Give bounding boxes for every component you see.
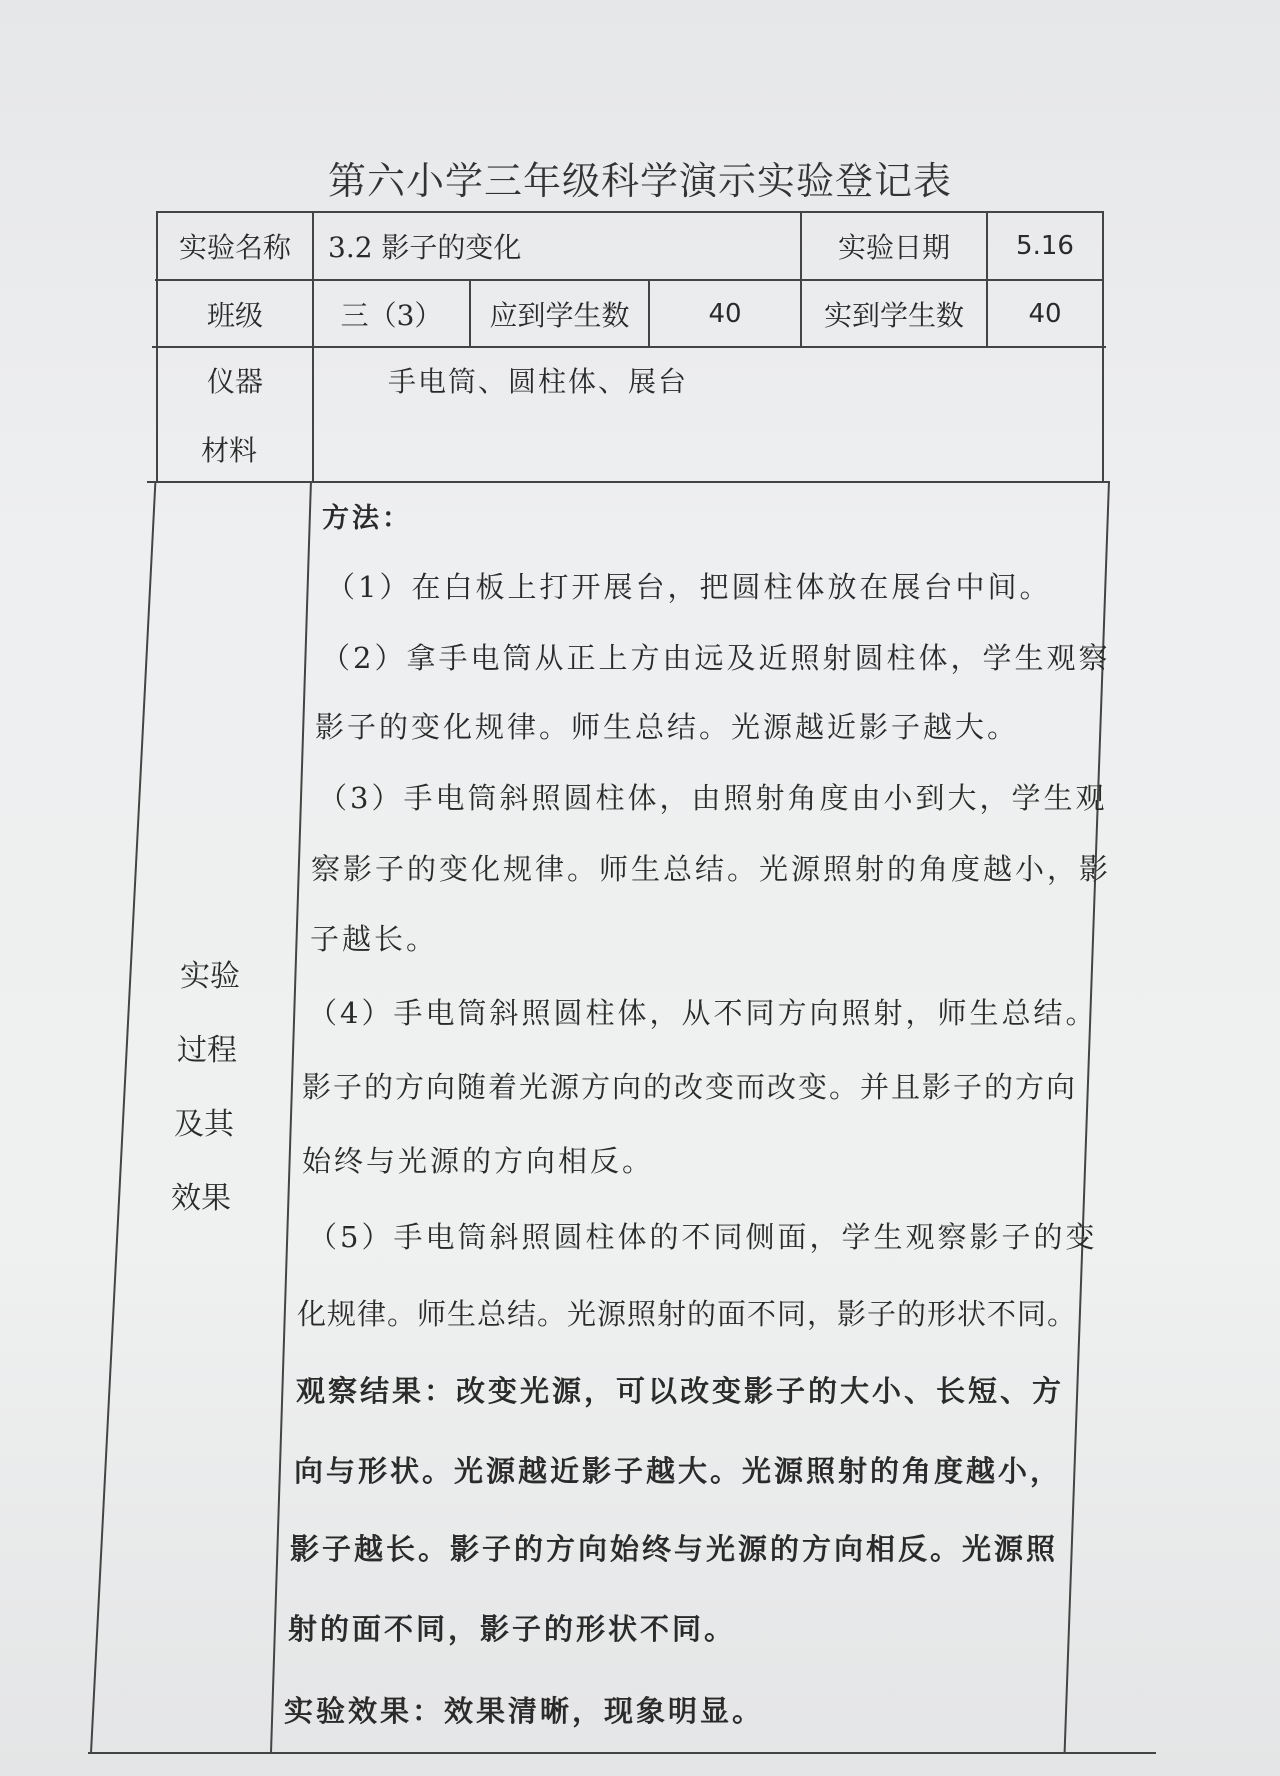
step-4-line-2: 影子的方向随着光源方向的改变而改变。并且影子的方向 bbox=[302, 1070, 1078, 1104]
observation-line-4: 射的面不同，影子的形状不同。 bbox=[288, 1612, 737, 1646]
observation-line-2: 向与形状。光源越近影子越大。光源照射的角度越小， bbox=[294, 1454, 1063, 1488]
equipment-label-line2: 材料 bbox=[200, 434, 257, 467]
process-label-line3: 及其 bbox=[174, 1107, 234, 1142]
actual-students-label: 实到学生数 bbox=[823, 298, 964, 332]
step-2-line-1: （2）拿手电筒从正上方由远及近照射圆柱体，学生观察 bbox=[321, 641, 1111, 675]
experiment-name-value: 3.2 影子的变化 bbox=[328, 231, 522, 264]
step-5-line-1: （5）手电筒斜照圆柱体的不同侧面，学生观察影子的变 bbox=[308, 1220, 1098, 1254]
table-border-left-lower bbox=[90, 481, 156, 1753]
expected-students-value: 40 bbox=[708, 298, 742, 329]
class-label: 班级 bbox=[206, 298, 263, 332]
label-column-divider bbox=[312, 211, 314, 481]
experiment-date-value: 5.16 bbox=[1016, 231, 1074, 261]
class-value: 三（3） bbox=[340, 298, 443, 332]
step-2-line-2: 影子的变化规律。师生总结。光源越近影子越大。 bbox=[315, 710, 1020, 744]
observation-line-1: 观察结果：改变光源，可以改变影子的大小、长短、方 bbox=[296, 1374, 1065, 1408]
step-3-line-3: 子越长。 bbox=[310, 922, 439, 956]
step-4-line-1: （4）手电筒斜照圆柱体，从不同方向照射，师生总结。 bbox=[308, 996, 1098, 1030]
step-4-line-3: 始终与光源的方向相反。 bbox=[302, 1144, 655, 1178]
experiment-date-label: 实验日期 bbox=[837, 231, 950, 264]
row-divider-3 bbox=[147, 481, 1110, 483]
actual-students-value: 40 bbox=[1028, 298, 1062, 329]
expected-students-label: 应到学生数 bbox=[489, 298, 630, 332]
equipment-value: 手电筒、圆柱体、展台 bbox=[388, 365, 689, 398]
equipment-label-line1: 仪器 bbox=[206, 365, 263, 398]
row-divider-2 bbox=[152, 346, 1106, 348]
process-label-line1: 实验 bbox=[180, 959, 240, 994]
table-border-bottom bbox=[88, 1752, 1156, 1754]
observation-line-3: 影子越长。影子的方向始终与光源的方向相反。光源照 bbox=[290, 1532, 1059, 1566]
process-label-line4: 效果 bbox=[171, 1181, 231, 1216]
step-1-line: （1）在白板上打开展台，把圆柱体放在展台中间。 bbox=[326, 570, 1052, 604]
step-5-line-2: 化规律。师生总结。光源照射的面不同，影子的形状不同。 bbox=[297, 1297, 1078, 1331]
step-3-line-2: 察影子的变化规律。师生总结。光源照射的角度越小，影 bbox=[311, 852, 1112, 886]
process-label-line2: 过程 bbox=[177, 1033, 237, 1068]
experiment-effect-line: 实验效果：效果清晰，现象明显。 bbox=[284, 1694, 765, 1728]
experiment-name-label: 实验名称 bbox=[178, 231, 291, 264]
table-border-right bbox=[1102, 211, 1104, 481]
form-title: 第六小学三年级科学演示实验登记表 bbox=[327, 159, 952, 203]
method-heading: 方法： bbox=[322, 503, 412, 534]
step-3-line-1: （3）手电筒斜照圆柱体，由照射角度由小到大，学生观 bbox=[318, 781, 1108, 815]
